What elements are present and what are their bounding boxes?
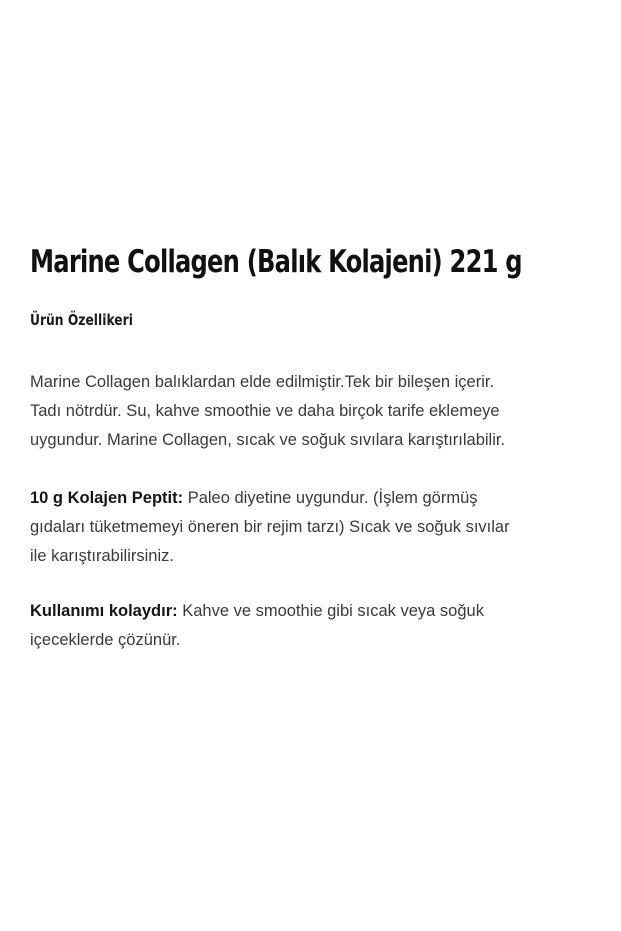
intro-line: Marine Collagen balıklardan elde edilmiştir.Tek bir bileşen içerir. <box>30 373 495 391</box>
peptide-text: Paleo diyetine uygundur. (İşlem görmüş <box>183 489 478 507</box>
usage-text: Kahve ve smoothie gibi sıcak veya soğuk <box>177 602 484 620</box>
peptide-line: ile karıştırabilirsiniz. <box>30 547 174 565</box>
peptide-first-line <box>30 484 600 513</box>
features-heading: Ürün Özellikeri <box>30 311 133 329</box>
intro-line: Tadı nötrdür. Su, kahve smoothie ve daha birçok tarife eklemeye <box>30 402 500 420</box>
peptide-label: 10 g Kolajen Peptit: <box>30 489 184 507</box>
usage-line: içeceklerde çözünür. <box>30 631 181 649</box>
peptide-paragraph <box>30 484 600 571</box>
intro-line: uygundur. Marine Collagen, sıcak ve soğuk sıvılara karıştırılabilir. <box>30 431 506 449</box>
usage-label: Kullanımı kolaydır: <box>30 602 178 620</box>
intro-paragraph <box>30 368 600 455</box>
product-title: Marine Collagen (Balık Kolajeni) 221 g <box>30 244 522 280</box>
usage-paragraph <box>30 597 600 655</box>
usage-first-line <box>30 597 600 626</box>
peptide-line: gıdaları tüketmemeyi öneren bir rejim tarzı) Sıcak ve soğuk sıvılar <box>30 518 510 536</box>
